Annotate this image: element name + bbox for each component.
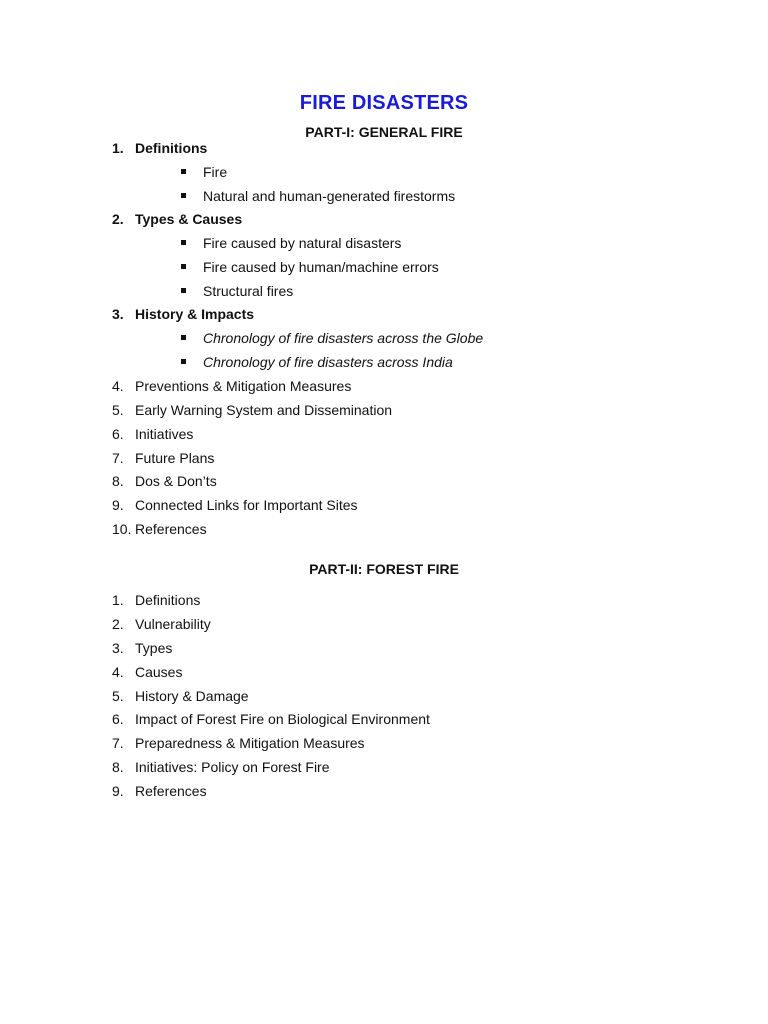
item-number: 6. — [112, 426, 124, 442]
item-label: Impact of Forest Fire on Biological Environment — [135, 711, 430, 727]
item-number: 5. — [112, 688, 124, 704]
item-label: Dos & Don’ts — [135, 473, 217, 489]
item-number: 8. — [112, 473, 124, 489]
item-label: Future Plans — [135, 450, 215, 466]
item-number: 1. — [112, 140, 124, 156]
item-label: References — [135, 783, 207, 799]
item-label: Vulnerability — [135, 616, 211, 632]
square-bullet-icon — [181, 193, 186, 198]
item-label: Definitions — [135, 592, 201, 608]
item-number: 4. — [112, 378, 124, 394]
square-bullet-icon — [181, 169, 186, 174]
item-number: 7. — [112, 735, 124, 751]
item-number: 9. — [112, 497, 124, 513]
item-label: Initiatives — [135, 426, 194, 442]
item-number: 7. — [112, 450, 124, 466]
item-number: 2. — [112, 616, 124, 632]
item-number: 2. — [112, 211, 124, 227]
item-label: Types & Causes — [135, 211, 243, 227]
item-label: Definitions — [135, 140, 208, 156]
square-bullet-icon — [181, 240, 186, 245]
part2-heading: PART-II: FOREST FIRE — [309, 561, 459, 577]
item-number: 1. — [112, 592, 124, 608]
item-label: Types — [135, 640, 173, 656]
item-label: Initiatives: Policy on Forest Fire — [135, 759, 330, 775]
item-label: History & Damage — [135, 688, 249, 704]
item-label: Preparedness & Mitigation Measures — [135, 735, 365, 751]
subitem-label: Chronology of fire disasters across the Globe — [203, 330, 484, 346]
subitem-label: Fire caused by natural disasters — [203, 235, 402, 251]
item-number: 6. — [112, 711, 124, 727]
square-bullet-icon — [181, 288, 186, 293]
subitem-label: Fire caused by human/machine errors — [203, 259, 439, 275]
subitem-label: Fire — [203, 164, 228, 180]
item-number: 5. — [112, 402, 124, 418]
item-number: 10. — [112, 521, 132, 537]
item-label: References — [135, 521, 207, 537]
square-bullet-icon — [181, 359, 186, 364]
document-title: FIRE DISASTERS — [299, 92, 469, 114]
item-number: 4. — [112, 664, 124, 680]
item-label: Early Warning System and Dissemination — [135, 402, 393, 418]
item-number: 3. — [112, 640, 124, 656]
item-label: History & Impacts — [135, 306, 255, 322]
item-number: 3. — [112, 306, 124, 322]
subitem-label: Structural fires — [203, 283, 294, 299]
item-number: 8. — [112, 759, 124, 775]
part1-heading: PART-I: GENERAL FIRE — [305, 124, 463, 140]
item-number: 9. — [112, 783, 124, 799]
item-label: Causes — [135, 664, 183, 680]
square-bullet-icon — [181, 264, 186, 269]
item-label: Connected Links for Important Sites — [135, 497, 358, 513]
subitem-label: Chronology of fire disasters across India — [203, 354, 453, 370]
square-bullet-icon — [181, 335, 186, 340]
subitem-label: Natural and human-generated firestorms — [203, 188, 456, 204]
item-label: Preventions & Mitigation Measures — [135, 378, 352, 394]
